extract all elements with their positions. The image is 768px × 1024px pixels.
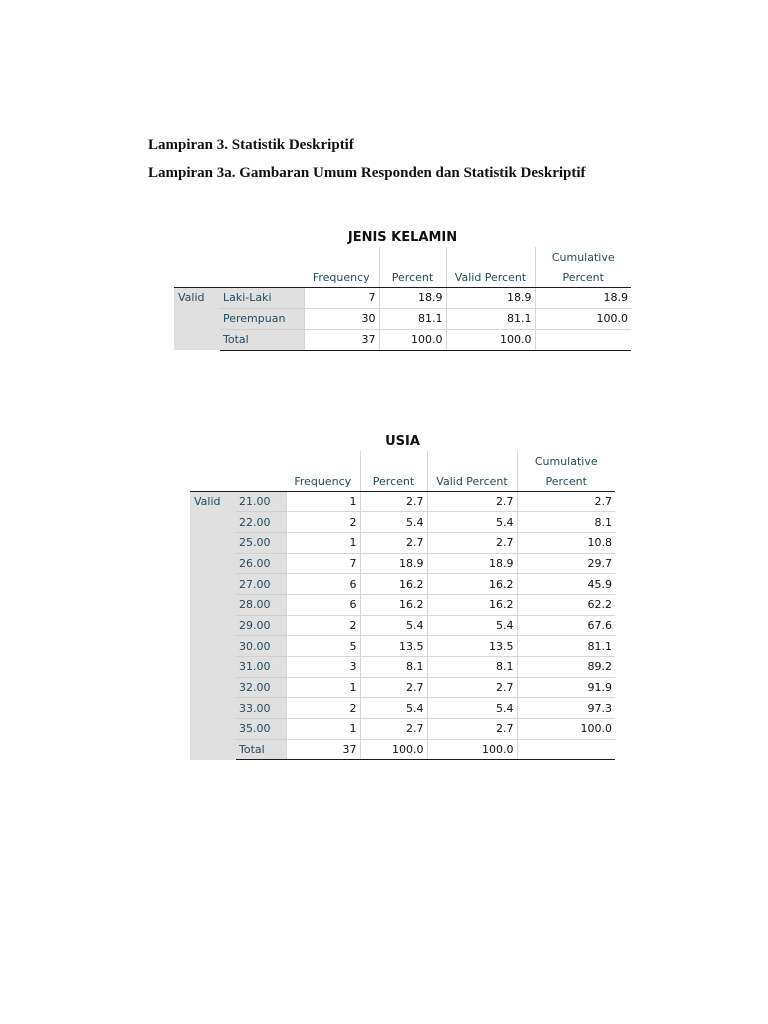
cumulative-cell: 18.9 <box>535 287 631 308</box>
table-row <box>190 677 615 698</box>
percent-cell: 2.7 <box>360 719 427 740</box>
row-label: 33.00 <box>236 698 286 719</box>
frequency-cell: 1 <box>286 532 360 553</box>
percent-cell: 5.4 <box>360 512 427 533</box>
valid-percent-cell: 13.5 <box>427 636 517 657</box>
row-label: Perempuan <box>220 308 304 329</box>
percent-cell: 16.2 <box>360 574 427 595</box>
frequency-header: Frequency <box>286 471 360 491</box>
valid-percent-cell: 5.4 <box>427 615 517 636</box>
table-row <box>190 636 615 657</box>
frequency-cell: 37 <box>286 739 360 760</box>
valid-percent-header: Valid Percent <box>427 471 517 491</box>
table-row <box>190 553 615 574</box>
cumulative-cell: 67.6 <box>517 615 615 636</box>
frequency-cell: 2 <box>286 512 360 533</box>
table-row <box>190 594 615 615</box>
frequency-cell: 7 <box>286 553 360 574</box>
valid-percent-cell: 5.4 <box>427 698 517 719</box>
valid-percent-cell: 8.1 <box>427 657 517 678</box>
percent-cell: 18.9 <box>360 553 427 574</box>
cumulative-cell: 29.7 <box>517 553 615 574</box>
row-label: 31.00 <box>236 657 286 678</box>
table-row <box>190 615 615 636</box>
percent-cell: 13.5 <box>360 636 427 657</box>
table-row <box>190 491 615 512</box>
percent-cell: 16.2 <box>360 594 427 615</box>
table-row <box>190 719 615 740</box>
valid-percent-cell: 81.1 <box>446 308 535 329</box>
usia-table <box>190 451 615 760</box>
cumulative-header-top: Cumulative <box>517 451 615 471</box>
frequency-cell: 6 <box>286 594 360 615</box>
table-row <box>174 329 631 350</box>
valid-percent-cell: 16.2 <box>427 574 517 595</box>
table-row <box>174 308 631 329</box>
cumulative-cell: 100.0 <box>517 719 615 740</box>
cumulative-cell: 91.9 <box>517 677 615 698</box>
row-label: 25.00 <box>236 532 286 553</box>
table-row <box>174 287 631 308</box>
frequency-header: Frequency <box>304 267 379 287</box>
valid-percent-cell: 18.9 <box>446 287 535 308</box>
jenis-kelamin-table <box>174 247 631 351</box>
frequency-cell: 30 <box>304 308 379 329</box>
percent-header: Percent <box>379 267 446 287</box>
valid-percent-cell: 16.2 <box>427 594 517 615</box>
row-group-label: Valid <box>174 287 220 350</box>
table-row <box>190 532 615 553</box>
frequency-cell: 37 <box>304 329 379 350</box>
table-row <box>190 739 615 760</box>
table-row <box>190 512 615 533</box>
valid-percent-cell: 100.0 <box>427 739 517 760</box>
valid-percent-cell: 5.4 <box>427 512 517 533</box>
percent-cell: 5.4 <box>360 698 427 719</box>
cumulative-cell: 10.8 <box>517 532 615 553</box>
cumulative-cell: 89.2 <box>517 657 615 678</box>
valid-percent-cell: 2.7 <box>427 491 517 512</box>
cumulative-header-bottom: Percent <box>517 471 615 491</box>
appendix-subheading: Lampiran 3a. Gambaran Umum Responden dan Statistik Deskriptif <box>148 165 586 181</box>
cumulative-header-bottom: Percent <box>535 267 631 287</box>
cumulative-cell: 97.3 <box>517 698 615 719</box>
percent-cell: 81.1 <box>379 308 446 329</box>
row-label: 32.00 <box>236 677 286 698</box>
cumulative-cell: 62.2 <box>517 594 615 615</box>
valid-percent-cell: 100.0 <box>446 329 535 350</box>
row-label: 21.00 <box>236 491 286 512</box>
jenis-kelamin-title: JENIS KELAMIN <box>347 230 458 245</box>
frequency-cell: 1 <box>286 719 360 740</box>
row-label: 26.00 <box>236 553 286 574</box>
cumulative-cell: 81.1 <box>517 636 615 657</box>
frequency-cell: 2 <box>286 615 360 636</box>
valid-percent-cell: 2.7 <box>427 677 517 698</box>
frequency-cell: 1 <box>286 677 360 698</box>
row-label: Total <box>236 739 286 760</box>
valid-percent-cell: 2.7 <box>427 532 517 553</box>
row-group-label: Valid <box>190 491 236 760</box>
frequency-cell: 2 <box>286 698 360 719</box>
cumulative-cell <box>517 739 615 760</box>
percent-cell: 8.1 <box>360 657 427 678</box>
percent-cell: 2.7 <box>360 491 427 512</box>
frequency-cell: 1 <box>286 491 360 512</box>
valid-percent-cell: 2.7 <box>427 719 517 740</box>
table-row <box>190 657 615 678</box>
valid-percent-header: Valid Percent <box>446 267 535 287</box>
percent-cell: 2.7 <box>360 677 427 698</box>
percent-cell: 2.7 <box>360 532 427 553</box>
percent-cell: 18.9 <box>379 287 446 308</box>
percent-cell: 100.0 <box>360 739 427 760</box>
row-label: 35.00 <box>236 719 286 740</box>
cumulative-cell: 2.7 <box>517 491 615 512</box>
jenis-kelamin-rows <box>174 287 631 350</box>
usia-rows <box>190 491 615 760</box>
table-row <box>190 698 615 719</box>
row-label: 29.00 <box>236 615 286 636</box>
table-row <box>190 574 615 595</box>
valid-percent-cell: 18.9 <box>427 553 517 574</box>
row-label: 28.00 <box>236 594 286 615</box>
row-label: Laki-Laki <box>220 287 304 308</box>
row-label: 30.00 <box>236 636 286 657</box>
frequency-cell: 7 <box>304 287 379 308</box>
percent-cell: 5.4 <box>360 615 427 636</box>
row-label: 22.00 <box>236 512 286 533</box>
cumulative-cell: 100.0 <box>535 308 631 329</box>
appendix-heading: Lampiran 3. Statistik Deskriptif <box>148 137 354 153</box>
row-label: Total <box>220 329 304 350</box>
percent-header: Percent <box>360 471 427 491</box>
cumulative-header-top: Cumulative <box>535 247 631 267</box>
cumulative-cell <box>535 329 631 350</box>
cumulative-cell: 45.9 <box>517 574 615 595</box>
frequency-cell: 5 <box>286 636 360 657</box>
frequency-cell: 3 <box>286 657 360 678</box>
frequency-cell: 6 <box>286 574 360 595</box>
cumulative-cell: 8.1 <box>517 512 615 533</box>
row-label: 27.00 <box>236 574 286 595</box>
usia-title: USIA <box>385 434 420 449</box>
percent-cell: 100.0 <box>379 329 446 350</box>
